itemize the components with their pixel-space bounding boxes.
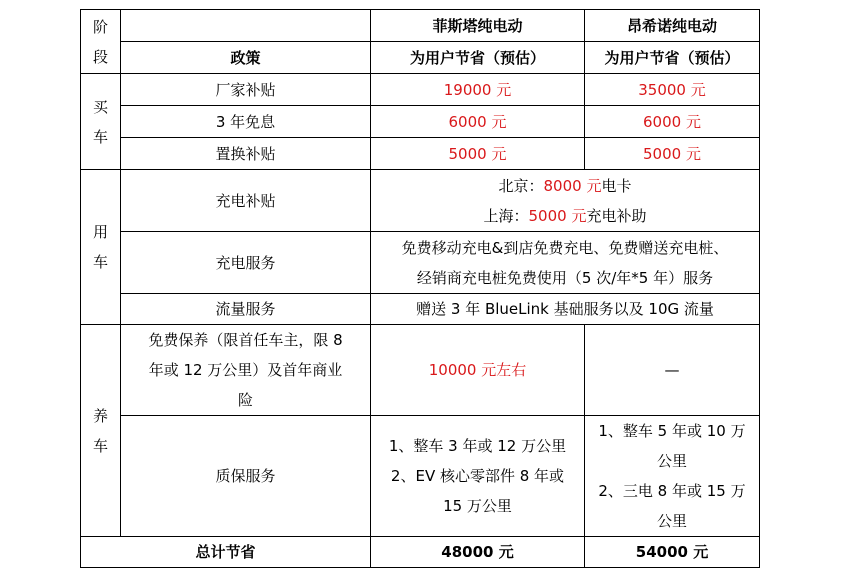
table-row [81, 416, 760, 537]
beijing-amount: 8000 元 [543, 176, 602, 195]
policy-interest-free: 3 年免息 [121, 106, 371, 138]
brand-a-header: 菲斯塔纯电动 [371, 10, 585, 42]
warranty-b-line4: 公里 [656, 512, 687, 530]
savings-b-header: 为用户节省（预估） [585, 42, 760, 74]
brand-b-header: 昂希诺纯电动 [585, 10, 760, 42]
policy-header-empty [121, 10, 371, 42]
value-b-free-maintenance: — [585, 325, 760, 416]
stage-header-bottom: 段 [92, 47, 108, 66]
beijing-label: 北京： [498, 176, 544, 195]
policy-charge-subsidy: 充电补贴 [121, 170, 371, 232]
total-b: 54000 元 [585, 537, 760, 568]
warranty-b-line3: 2、三电 8 年或 15 万 [598, 482, 746, 500]
total-row [81, 537, 760, 568]
table-row [81, 106, 760, 138]
charge-subsidy-shanghai [377, 201, 753, 231]
stage-maintain-cell [81, 325, 121, 537]
value-b-trade-in: 5000 元 [585, 138, 760, 170]
stage-buy-cell [81, 74, 121, 170]
shanghai-label: 上海： [483, 206, 529, 225]
table-row [81, 170, 760, 232]
free-maintenance-line2: 年或 12 万公里）及首年商业 [148, 361, 343, 379]
warranty-a-line2: 2、EV 核心零部件 8 年或 [390, 467, 565, 485]
value-charge-service [371, 232, 760, 294]
header-row-brands [81, 10, 760, 42]
charge-service-line1: 免费移动充电&到店免费充电、免费赠送充电桩、 [401, 238, 729, 257]
header-row-policy [81, 42, 760, 74]
stage-header-cell [81, 10, 121, 74]
policy-warranty: 质保服务 [121, 416, 371, 537]
policy-factory-subsidy: 厂家补贴 [121, 74, 371, 106]
policy-header: 政策 [121, 42, 371, 74]
stage-maintain-top: 养 [92, 406, 108, 425]
warranty-b-line2: 公里 [656, 452, 687, 470]
warranty-a-line3: 15 万公里 [443, 497, 512, 515]
value-data-service: 赠送 3 年 BlueLink 基础服务以及 10G 流量 [371, 294, 760, 325]
warranty-b-line1: 1、整车 5 年或 10 万 [598, 422, 746, 440]
warranty-a-line1: 1、整车 3 年或 12 万公里 [388, 437, 567, 455]
stage-use-cell [81, 170, 121, 325]
value-a-interest-free: 6000 元 [371, 106, 585, 138]
stage-header-top: 阶 [92, 17, 108, 36]
total-label: 总计节省 [81, 537, 371, 568]
policy-charge-service: 充电服务 [121, 232, 371, 294]
shanghai-amount: 5000 元 [528, 206, 587, 225]
stage-buy-bottom: 车 [92, 127, 108, 146]
shanghai-suffix: 充电补助 [586, 206, 647, 225]
stage-buy-top: 买 [92, 97, 108, 116]
charge-service-line2: 经销商充电桩免费使用（5 次/年*5 年）服务 [416, 268, 714, 287]
value-b-factory-subsidy: 35000 元 [585, 74, 760, 106]
stage-use-bottom: 车 [92, 253, 108, 271]
free-maintenance-line1: 免费保养（限首任车主，限 8 [148, 331, 343, 349]
savings-comparison-table [80, 9, 760, 568]
value-b-interest-free: 6000 元 [585, 106, 760, 138]
table-row [81, 294, 760, 325]
beijing-suffix: 电卡 [601, 176, 632, 195]
value-a-free-maintenance: 10000 元左右 [371, 325, 585, 416]
savings-a-header: 为用户节省（预估） [371, 42, 585, 74]
value-a-warranty [371, 416, 585, 537]
table-row [81, 232, 760, 294]
table-row [81, 138, 760, 170]
value-a-factory-subsidy: 19000 元 [371, 74, 585, 106]
value-b-warranty [585, 416, 760, 537]
stage-use-top: 用 [92, 223, 108, 241]
stage-maintain-bottom: 车 [92, 436, 108, 455]
policy-data-service: 流量服务 [121, 294, 371, 325]
value-a-trade-in: 5000 元 [371, 138, 585, 170]
value-charge-subsidy [371, 170, 760, 232]
charge-subsidy-beijing [377, 171, 753, 201]
policy-free-maintenance [121, 325, 371, 416]
total-a: 48000 元 [371, 537, 585, 568]
policy-trade-in: 置换补贴 [121, 138, 371, 170]
table-row [81, 74, 760, 106]
free-maintenance-line3: 险 [237, 391, 253, 409]
table-row [81, 325, 760, 416]
